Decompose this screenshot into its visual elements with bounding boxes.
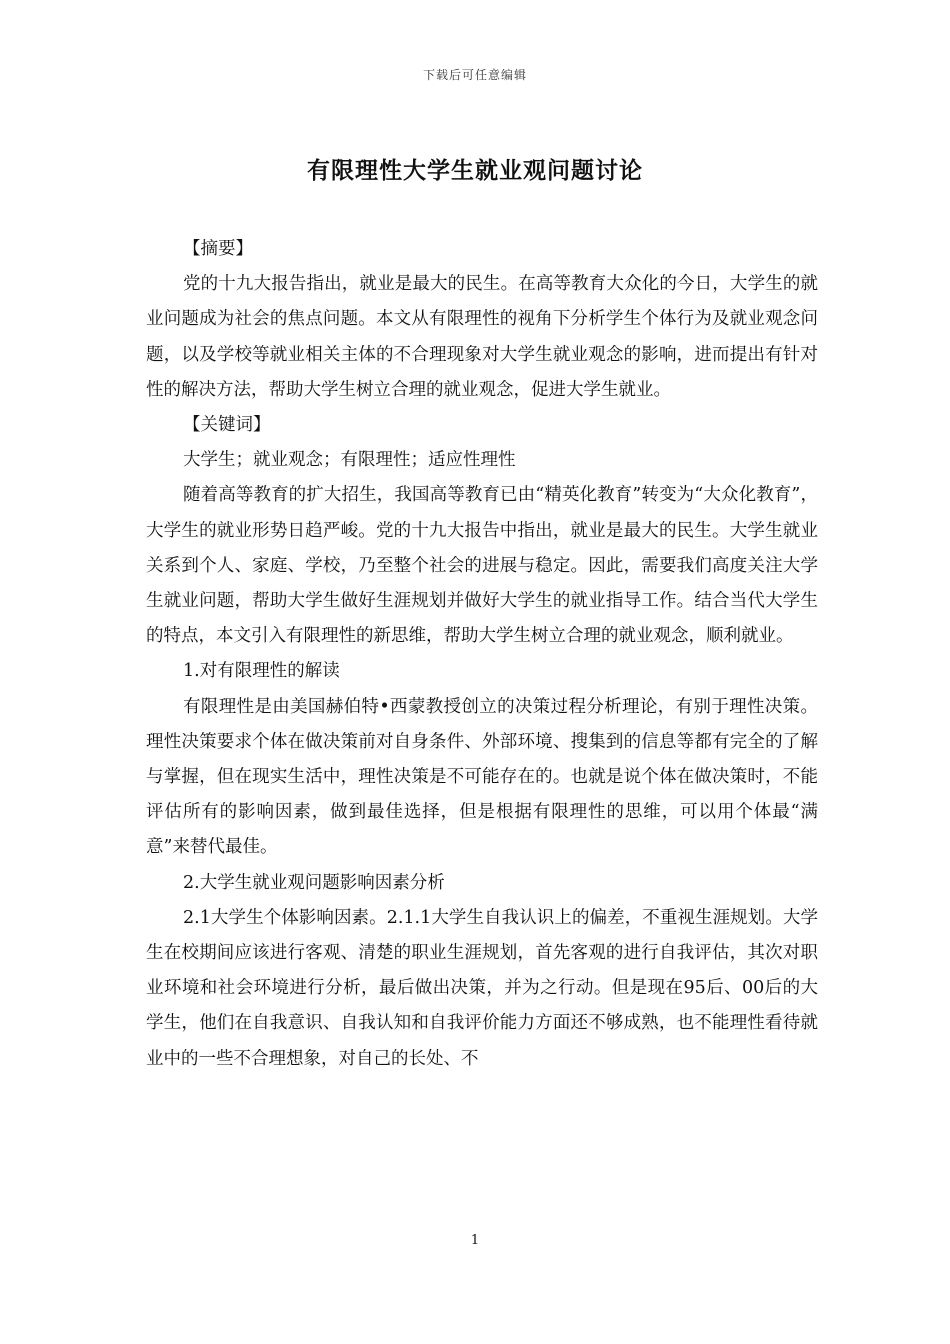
section-1-paragraph: 有限理性是由美国赫伯特•西蒙教授创立的决策过程分析理论，有别于理性决策。理性决策要求个体在做决策前对自身条件、外部环境、搜集到的信息等都有完全的了解与掌握，但在现实生活中，理性决策是不可能存在的。也就是说个体在做决策时，不能评估所有的影响因素，做到最佳选择，但是根据有限理性的思维，可以用个体最“满意”来替代最佳。 bbox=[146, 696, 818, 858]
abstract-heading: 【摘要】 bbox=[183, 239, 253, 259]
section-2-heading: 2.大学生就业观问题影响因素分析 bbox=[183, 872, 445, 893]
section-1-heading: 1.对有限理性的解读 bbox=[183, 661, 340, 682]
section-2-1-paragraph: 2.1大学生个体影响因素。2.1.1大学生自我认识上的偏差，不重视生涯规划。大学生在校期间应该进行客观、清楚的职业生涯规划，首先客观的进行自我评估，其次对职业环境和社会环境进行分析，最后做出决策，并为之行动。但是现在95后、00后的大学生，他们在自我意识、自我认知和自我评价能力方面还不够成熟，也不能理性看待就业中的一些不合理想象，对自己的长处、不 bbox=[146, 907, 818, 1069]
document-body bbox=[146, 232, 818, 1077]
header-note: 下载后可任意编辑 bbox=[422, 68, 527, 82]
document-title: 有限理性大学生就业观问题讨论 bbox=[307, 158, 643, 184]
keywords-heading: 【关键词】 bbox=[183, 415, 271, 436]
keywords-paragraph: 大学生；就业观念；有限理性；适应性理性 bbox=[183, 450, 516, 471]
intro-paragraph: 随着高等教育的扩大招生，我国高等教育已由“精英化教育”转变为“大众化教育”，大学生的就业形势日趋严峻。党的十九大报告中指出，就业是最大的民生。大学生就业关系到个人、家庭、学校，乃至整个社会的进展与稳定。因此，需要我们高度关注大学生就业问题，帮助大学生做好生涯规划并做好大学生的就业指导工作。结合当代大学生的特点，本文引入有限理性的新思维，帮助大学生树立合理的就业观念，顺利就业。 bbox=[146, 485, 818, 647]
page-number: 1 bbox=[470, 1233, 480, 1248]
abstract-paragraph: 党的十九大报告指出，就业是最大的民生。在高等教育大众化的今日，大学生的就业问题成为社会的焦点问题。本文从有限理性的视角下分析学生个体行为及就业观念问题，以及学校等就业相关主体的不合理现象对大学生就业观念的影响，进而提出有针对性的解决方法，帮助大学生树立合理的就业观念，促进大学生就业。 bbox=[146, 274, 818, 400]
